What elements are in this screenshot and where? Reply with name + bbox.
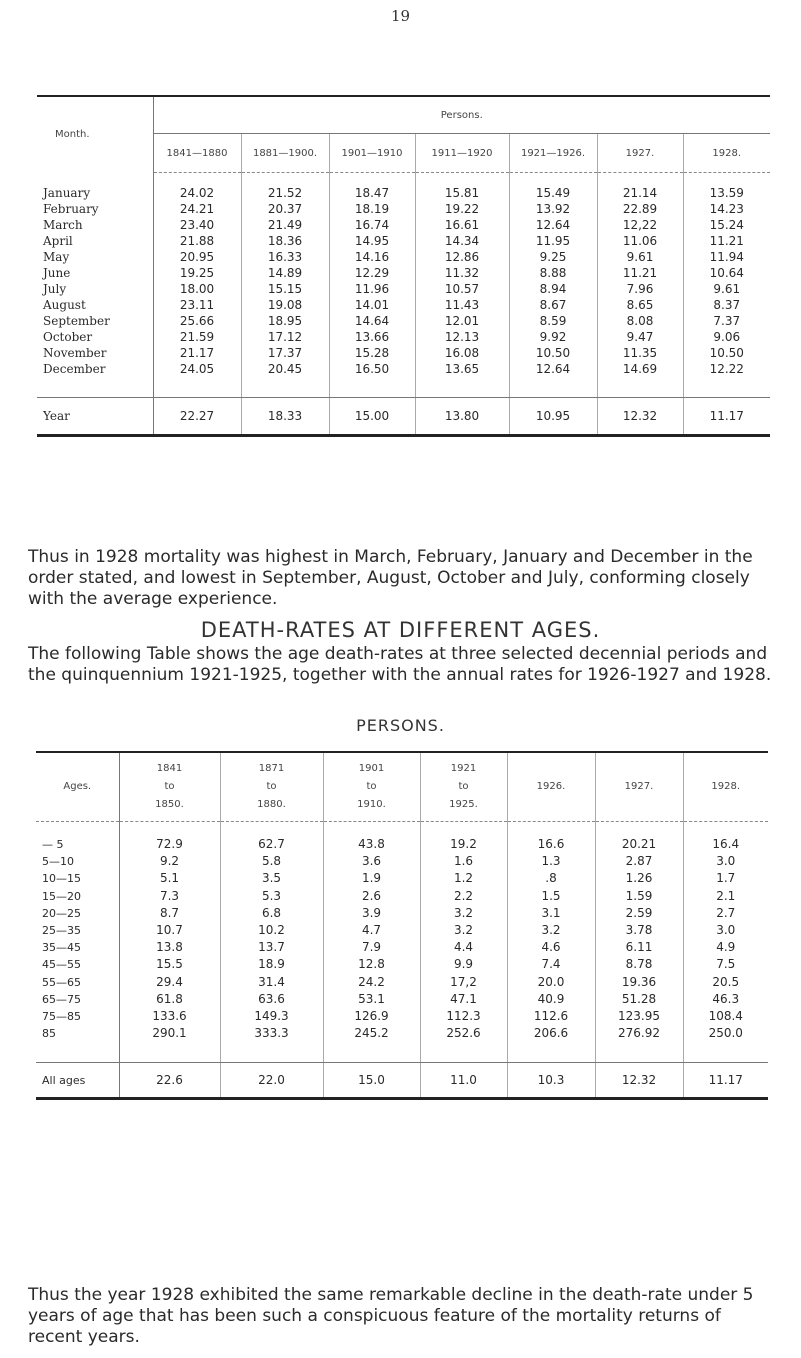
- table-cell: 8.7: [119, 905, 220, 922]
- table-cell: 2.2: [420, 888, 507, 905]
- table-cell: 21.52: [241, 173, 329, 202]
- table-cell: 276.92: [595, 1025, 683, 1042]
- table-cell: 43.8: [323, 822, 420, 854]
- table-cell: 16.6: [507, 822, 595, 854]
- row-label: June: [37, 265, 153, 281]
- table-cell: 47.1: [420, 991, 507, 1008]
- column-header: 1927.: [595, 752, 683, 822]
- total-cell: 15.0: [323, 1063, 420, 1099]
- table-cell: 4.6: [507, 939, 595, 956]
- table-cell: 5.1: [119, 870, 220, 887]
- table-row: [37, 217, 770, 233]
- row-label: 5—10: [36, 853, 119, 870]
- table-cell: 1.5: [507, 888, 595, 905]
- table-cell: 11.95: [509, 233, 597, 249]
- table-cell: 14.23: [709, 202, 744, 216]
- table-cell: 11.06: [597, 233, 683, 249]
- table-cell: 11.35: [597, 345, 683, 361]
- ages-column-header: Ages.: [36, 752, 119, 822]
- table-cell: 4.9: [716, 940, 736, 955]
- table-cell: 12,22: [597, 217, 683, 233]
- table-row: [37, 249, 770, 265]
- row-label: 45—55: [36, 956, 119, 973]
- column-header: 1926.: [507, 752, 595, 822]
- column-header: 1881—1900.: [241, 134, 329, 173]
- table-cell: 14.69: [597, 361, 683, 377]
- table-separator: [36, 1042, 768, 1063]
- table-cell: 9.2: [119, 853, 220, 870]
- column-header: 1901 to 1910.: [323, 752, 420, 822]
- table-cell: 10.50: [509, 345, 597, 361]
- table-cell: 19.22: [415, 201, 509, 217]
- table-cell: 16.74: [329, 217, 415, 233]
- table-cell: 290.1: [119, 1025, 220, 1042]
- table-cell: 123.95: [595, 1008, 683, 1025]
- table-cell: 24.2: [323, 974, 420, 991]
- table-cell: 20.45: [241, 361, 329, 377]
- table-cell: 9.92: [509, 329, 597, 345]
- table-cell: 53.1: [323, 991, 420, 1008]
- table-cell: 25.66: [153, 313, 241, 329]
- row-label: May: [37, 249, 153, 265]
- table-row: [37, 233, 770, 249]
- table-cell: 252.6: [420, 1025, 507, 1042]
- table-row: [37, 345, 770, 361]
- table-cell: 17.37: [241, 345, 329, 361]
- table-cell: 11.32: [415, 265, 509, 281]
- row-label: October: [37, 329, 153, 345]
- table-cell: 18.36: [241, 233, 329, 249]
- row-label: December: [37, 361, 153, 377]
- row-label: 65—75: [36, 991, 119, 1008]
- total-row-label: Year: [37, 398, 153, 436]
- table-cell: 15.5: [119, 956, 220, 973]
- row-label: 10—15: [36, 870, 119, 887]
- column-header: 1927.: [597, 134, 683, 173]
- row-label: 15—20: [36, 888, 119, 905]
- row-label: September: [37, 313, 153, 329]
- table-cell: 20.37: [241, 201, 329, 217]
- total-cell: 12.32: [597, 398, 683, 436]
- table-cell: 3.2: [420, 922, 507, 939]
- table-cell: 2.59: [595, 905, 683, 922]
- table-cell: 5.3: [220, 888, 323, 905]
- table-cell: 18.19: [329, 201, 415, 217]
- table-cell: 7.96: [597, 281, 683, 297]
- total-cell: 10.3: [507, 1063, 595, 1099]
- table-cell: 22.89: [597, 201, 683, 217]
- table-cell: 9.25: [509, 249, 597, 265]
- table-cell: 12.64: [509, 217, 597, 233]
- table-cell: 15.49: [509, 173, 597, 202]
- table-cell: 1.59: [595, 888, 683, 905]
- table-cell: 4.4: [420, 939, 507, 956]
- table-cell: 8.78: [595, 956, 683, 973]
- table-cell: 8.65: [597, 297, 683, 313]
- table-cell: 108.4: [708, 1008, 743, 1023]
- table-cell: 10.64: [709, 266, 744, 280]
- table-cell: 12.8: [323, 956, 420, 973]
- column-header: 1928.: [683, 134, 770, 173]
- table-cell: 15.15: [241, 281, 329, 297]
- row-label: 35—45: [36, 939, 119, 956]
- table-cell: 12.01: [415, 313, 509, 329]
- table-row: [37, 329, 770, 345]
- table-cell: 3.0: [716, 854, 736, 869]
- column-header: 1921—1926.: [509, 134, 597, 173]
- table-cell: 17.12: [241, 329, 329, 345]
- table-cell: 19.08: [241, 297, 329, 313]
- table-cell: 18.95: [241, 313, 329, 329]
- table-cell: 14.34: [415, 233, 509, 249]
- table-cell: 29.4: [119, 974, 220, 991]
- table-cell: 20.95: [153, 249, 241, 265]
- table-row: [37, 297, 770, 313]
- table-cell: 51.28: [595, 991, 683, 1008]
- table-cell: 1.6: [420, 853, 507, 870]
- table-cell: 14.89: [241, 265, 329, 281]
- table-cell: 12.22: [709, 362, 744, 376]
- table-row: [36, 1025, 768, 1042]
- table-row: [37, 281, 770, 297]
- table-cell: 21.17: [153, 345, 241, 361]
- table-cell: 72.9: [119, 822, 220, 854]
- column-header: 1871 to 1880.: [220, 752, 323, 822]
- table-cell: 16.08: [415, 345, 509, 361]
- table-cell: 112.6: [507, 1008, 595, 1025]
- table-cell: 3.1: [507, 905, 595, 922]
- column-header: 1841 to 1850.: [119, 752, 220, 822]
- table-cell: 245.2: [323, 1025, 420, 1042]
- table-row: [36, 991, 768, 1008]
- table-cell: 9.9: [420, 956, 507, 973]
- table-row: [36, 922, 768, 939]
- table-cell: 11.21: [709, 234, 744, 248]
- table-cell: 15.81: [415, 173, 509, 202]
- table-cell: 3.6: [323, 853, 420, 870]
- table-row: [37, 265, 770, 281]
- table-cell: 4.7: [323, 922, 420, 939]
- row-label: 25—35: [36, 922, 119, 939]
- table-cell: 16.33: [241, 249, 329, 265]
- table-cell: 10.57: [415, 281, 509, 297]
- table-separator: [37, 377, 770, 398]
- table-cell: 20.0: [507, 974, 595, 991]
- table-cell: 14.16: [329, 249, 415, 265]
- table-cell: 7.9: [323, 939, 420, 956]
- table-cell: 18.47: [329, 173, 415, 202]
- table-cell: 12.86: [415, 249, 509, 265]
- table-cell: 3.78: [595, 922, 683, 939]
- table-cell: 21.59: [153, 329, 241, 345]
- table-cell: 11.96: [329, 281, 415, 297]
- table-row: [37, 201, 770, 217]
- table-cell: 21.49: [241, 217, 329, 233]
- table-cell: 12.13: [415, 329, 509, 345]
- row-label: 55—65: [36, 974, 119, 991]
- total-cell: 22.27: [153, 398, 241, 436]
- table-cell: 9.61: [713, 282, 741, 296]
- table-cell: 23.40: [153, 217, 241, 233]
- table-cell: 1.7: [716, 871, 736, 886]
- table-cell: 3.0: [716, 923, 736, 938]
- table-row: [36, 853, 768, 870]
- table-cell: 12.64: [509, 361, 597, 377]
- table-row: [36, 870, 768, 887]
- table-cell: 250.0: [708, 1026, 743, 1041]
- row-label: November: [37, 345, 153, 361]
- table-cell: 3.5: [220, 870, 323, 887]
- table-cell: 63.6: [220, 991, 323, 1008]
- table-cell: 11.43: [415, 297, 509, 313]
- table-cell: 10.2: [220, 922, 323, 939]
- total-row: [37, 398, 770, 436]
- table-cell: 18.9: [220, 956, 323, 973]
- table-cell: 19.25: [153, 265, 241, 281]
- table-cell: 2.87: [595, 853, 683, 870]
- table-cell: 14.95: [329, 233, 415, 249]
- table-row: [37, 361, 770, 377]
- table-row: [37, 173, 770, 202]
- total-cell: 18.33: [241, 398, 329, 436]
- table-cell: 19.36: [595, 974, 683, 991]
- table-cell: 12.29: [329, 265, 415, 281]
- total-cell: 11.17: [708, 1072, 743, 1087]
- month-column-header: Month.: [37, 96, 153, 173]
- table-cell: 7.3: [119, 888, 220, 905]
- table-row: [37, 313, 770, 329]
- table-cell: 9.47: [597, 329, 683, 345]
- table-cell: 21.88: [153, 233, 241, 249]
- table-cell: 3.2: [507, 922, 595, 939]
- total-cell: 11.17: [709, 409, 744, 423]
- table-cell: 6.8: [220, 905, 323, 922]
- table-cell: 62.7: [220, 822, 323, 854]
- row-label: April: [37, 233, 153, 249]
- age-death-rate-table: [36, 751, 768, 1100]
- total-cell: 22.0: [220, 1063, 323, 1099]
- table-row: [36, 956, 768, 973]
- column-header: 1921 to 1925.: [420, 752, 507, 822]
- table-cell: 6.11: [595, 939, 683, 956]
- table-cell: 17,2: [420, 974, 507, 991]
- table-row: [36, 1008, 768, 1025]
- table-cell: 3.2: [420, 905, 507, 922]
- table-cell: 20.5: [712, 974, 740, 989]
- paragraph-monthly-summary: Thus in 1928 mortality was highest in March, February, January and December in the order stated, and lowest in September, August, October and July, conforming closely with the average experience.: [28, 547, 753, 609]
- table-subheading: PERSONS.: [356, 716, 445, 735]
- row-label: 20—25: [36, 905, 119, 922]
- table-cell: 133.6: [119, 1008, 220, 1025]
- table-cell: 24.05: [153, 361, 241, 377]
- table-cell: 13.7: [220, 939, 323, 956]
- table-cell: 40.9: [507, 991, 595, 1008]
- persons-group-header: Persons.: [153, 96, 770, 134]
- table-cell: 149.3: [220, 1008, 323, 1025]
- table-cell: 11.21: [597, 265, 683, 281]
- table-cell: 16.61: [415, 217, 509, 233]
- table-cell: 3.9: [323, 905, 420, 922]
- table-cell: 2.7: [716, 905, 736, 920]
- row-label: January: [37, 173, 153, 202]
- total-cell: 13.80: [415, 398, 509, 436]
- table-cell: 15.24: [709, 218, 744, 232]
- total-cell: 10.95: [509, 398, 597, 436]
- table-cell: 61.8: [119, 991, 220, 1008]
- total-cell: 11.0: [420, 1063, 507, 1099]
- column-header: 1928.: [683, 752, 768, 822]
- row-label: July: [37, 281, 153, 297]
- table-row: [36, 939, 768, 956]
- table-cell: 13.66: [329, 329, 415, 345]
- paragraph-conclusion: Thus the year 1928 exhibited the same remarkable decline in the death-rate under 5 years of age that has been such a conspicuous feature of the mortality returns of recent years.: [28, 1285, 754, 1347]
- table-cell: 23.11: [153, 297, 241, 313]
- page-number: 19: [390, 7, 411, 25]
- table-cell: 112.3: [420, 1008, 507, 1025]
- table-row: [36, 888, 768, 905]
- column-header: 1901—1910: [329, 134, 415, 173]
- table-cell: 206.6: [507, 1025, 595, 1042]
- table-cell: 1.26: [595, 870, 683, 887]
- total-cell: 12.32: [595, 1063, 683, 1099]
- table-cell: 14.64: [329, 313, 415, 329]
- table-cell: 15.28: [329, 345, 415, 361]
- row-label: 85: [36, 1025, 119, 1042]
- row-label: August: [37, 297, 153, 313]
- table-cell: 1.9: [323, 870, 420, 887]
- table-cell: 13.8: [119, 939, 220, 956]
- table-cell: 8.88: [509, 265, 597, 281]
- row-label: February: [37, 201, 153, 217]
- table-cell: 333.3: [220, 1025, 323, 1042]
- table-cell: 8.67: [509, 297, 597, 313]
- table-row: [36, 905, 768, 922]
- table-cell: 5.8: [220, 853, 323, 870]
- total-cell: 15.00: [329, 398, 415, 436]
- table-cell: 8.37: [713, 298, 741, 312]
- row-label: March: [37, 217, 153, 233]
- table-cell: 13.65: [415, 361, 509, 377]
- table-cell: 9.06: [713, 330, 741, 344]
- table-cell: 9.61: [597, 249, 683, 265]
- table-cell: 16.50: [329, 361, 415, 377]
- table-row: [36, 822, 768, 854]
- table-cell: 1.2: [420, 870, 507, 887]
- table-cell: 8.94: [509, 281, 597, 297]
- table-cell: 13.59: [709, 186, 744, 200]
- row-label: — 5: [36, 822, 119, 854]
- table-cell: 46.3: [712, 991, 740, 1006]
- table-cell: 7.4: [507, 956, 595, 973]
- table-cell: 10.50: [709, 346, 744, 360]
- table-cell: 16.4: [712, 837, 740, 852]
- table-cell: 11.94: [709, 250, 744, 264]
- table-cell: 126.9: [323, 1008, 420, 1025]
- total-cell: 22.6: [119, 1063, 220, 1099]
- table-cell: .8: [507, 870, 595, 887]
- table-cell: 8.59: [509, 313, 597, 329]
- section-heading: DEATH-RATES AT DIFFERENT AGES.: [200, 618, 601, 642]
- monthly-death-rate-table: [37, 95, 770, 437]
- table-cell: 2.6: [323, 888, 420, 905]
- table-cell: 7.5: [716, 957, 736, 972]
- column-header: 1911—1920: [415, 134, 509, 173]
- total-row: [36, 1063, 768, 1099]
- column-header: 1841—1880: [153, 134, 241, 173]
- table-row: [36, 974, 768, 991]
- table-cell: 31.4: [220, 974, 323, 991]
- table-cell: 20.21: [595, 822, 683, 854]
- table-cell: 24.02: [153, 173, 241, 202]
- table-cell: 24.21: [153, 201, 241, 217]
- paragraph-table-intro: The following Table shows the age death-rates at three selected decennial periods and the quinquennium 1921-1925, together with the annual rates for 1926-1927 and 1928.: [28, 644, 772, 685]
- table-cell: 14.01: [329, 297, 415, 313]
- table-cell: 8.08: [597, 313, 683, 329]
- table-cell: 19.2: [420, 822, 507, 854]
- total-row-label: All ages: [36, 1063, 119, 1099]
- table-cell: 13.92: [509, 201, 597, 217]
- table-cell: 18.00: [153, 281, 241, 297]
- table-cell: 10.7: [119, 922, 220, 939]
- table-cell: 21.14: [597, 173, 683, 202]
- row-label: 75—85: [36, 1008, 119, 1025]
- table-cell: 7.37: [713, 314, 741, 328]
- table-cell: 1.3: [507, 853, 595, 870]
- table-cell: 2.1: [716, 888, 736, 903]
